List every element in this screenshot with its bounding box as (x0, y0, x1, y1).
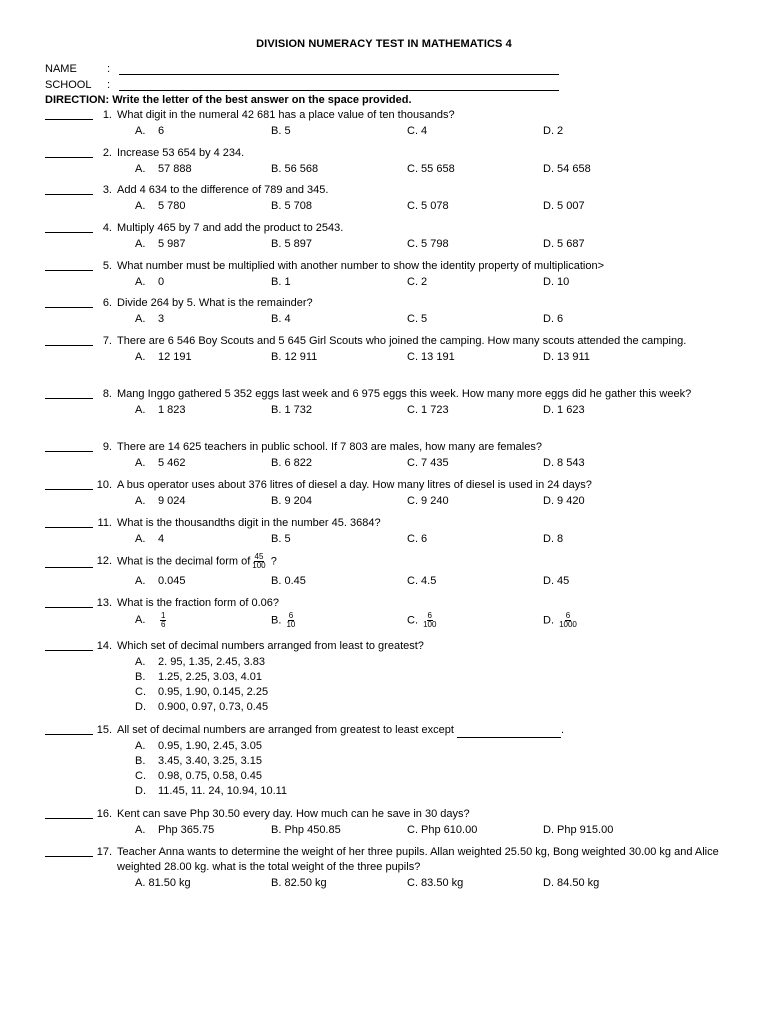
answer-blank[interactable] (45, 387, 93, 399)
question-text: There are 14 625 teachers in public school. If 7 803 are males, how many are females? (117, 441, 542, 453)
choice-b: B. 6 822 (271, 457, 312, 469)
choice-a: A. 5 987 (135, 238, 186, 250)
answer-blank[interactable] (45, 334, 93, 346)
choice-d: D. 8 543 (543, 457, 585, 469)
choice-d: D. 9 420 (543, 495, 585, 507)
question-number: 12. (96, 555, 112, 567)
question-17 (45, 845, 745, 891)
choice-a: A. 81.50 kg (135, 877, 191, 889)
choice-c: C. Php 610.00 (407, 824, 478, 836)
question-number: 10. (96, 479, 112, 491)
choice-d: D. 10 (543, 276, 570, 288)
question-text: What is the fraction form of 0.06? (117, 597, 280, 609)
choice-c: C. 6 (407, 533, 428, 545)
choice-d: D. $\frac{6}{1000}$ (543, 611, 577, 629)
choice-a: A. 5 462 (135, 457, 186, 469)
choice-d: D. 5 687 (543, 238, 585, 250)
question-number: 17. (96, 846, 112, 858)
name-label: NAME (45, 63, 77, 75)
school-label: SCHOOL (45, 79, 92, 91)
question-text: Teacher Anna wants to determine the weight of her three pupils. Allan weighted 25.50 kg, Bong weighted 30.00 kg and Alice weighted 28.00 kg. what is the total weight of the three pupils? (117, 846, 719, 873)
choice-d: D. 11.45, 11. 24, 10.94, 10.11 (135, 785, 288, 797)
choice-d: D. 2 (543, 125, 564, 137)
question-text: There are 6 546 Boy Scouts and 5 645 Girl Scouts who joined the camping. How many scouts attended the camping. (117, 335, 687, 347)
question-text: Add 4 634 to the difference of 789 and 345. (117, 184, 329, 196)
question-3 (45, 183, 745, 214)
answer-blank[interactable] (45, 221, 93, 233)
choice-c: C. 0.95, 1.90, 0.145, 2.25 (135, 686, 269, 698)
choice-d: D. 45 (543, 575, 570, 587)
question-text: Mang Inggo gathered 5 352 eggs last week and 6 975 eggs this week. How many more eggs did he gather this week? (117, 388, 692, 400)
question-number: 6. (102, 297, 112, 309)
choice-c: C. 13 191 (407, 351, 455, 363)
school-blank-line[interactable] (119, 80, 559, 91)
choice-d: D. 13 911 (543, 351, 590, 363)
fraction-45-100: $\frac{45}{100}$ (252, 552, 266, 570)
test-title: DIVISION NUMERACY TEST IN MATHEMATICS 4 (256, 38, 512, 50)
choice-c: C. 4 (407, 125, 428, 137)
question-9 (45, 440, 745, 471)
question-number: 15. (96, 724, 112, 736)
question-text: What digit in the numeral 42 681 has a place value of ten thousands? (117, 109, 455, 121)
choice-a: A. 1 823 (135, 404, 186, 416)
answer-blank[interactable] (45, 639, 93, 651)
question-14 (45, 639, 745, 715)
question-number: 1. (102, 109, 112, 121)
choice-c: C. 5 078 (407, 200, 449, 212)
question-number: 3. (102, 184, 112, 196)
question-number: 4. (102, 222, 112, 234)
choice-c: C. 5 (407, 313, 428, 325)
choice-b: B. $\frac{6}{10}$ (271, 611, 296, 629)
choice-d: D. 54 658 (543, 163, 591, 175)
question-text: A bus operator uses about 376 litres of diesel a day. How many litres of diesel is used in 24 days? (117, 479, 592, 491)
choice-a: A. 9 024 (135, 495, 186, 507)
choice-d: D. 84.50 kg (543, 877, 600, 889)
answer-blank[interactable] (45, 516, 93, 528)
answer-blank[interactable] (45, 845, 93, 857)
question-text: Divide 264 by 5. What is the remainder? (117, 297, 313, 309)
choice-a: A. 3 (135, 313, 165, 325)
choice-b: B. 5 708 (271, 200, 312, 212)
question-number: 8. (102, 388, 112, 400)
answer-blank[interactable] (45, 108, 93, 120)
name-colon: : (107, 63, 111, 75)
question-number: 9. (102, 441, 112, 453)
choice-b: B. 1.25, 2.25, 3.03, 4.01 (135, 671, 262, 683)
choice-c: C. $\frac{6}{100}$ (407, 611, 437, 629)
choice-b: B. 56 568 (271, 163, 319, 175)
question-text: Increase 53 654 by 4 234. (117, 147, 245, 159)
school-colon: : (107, 79, 111, 91)
question-6 (45, 296, 745, 327)
choice-a: A. 6 (135, 125, 165, 137)
choice-b: B. 12 911 (271, 351, 318, 363)
choice-c: C. 7 435 (407, 457, 449, 469)
question-4 (45, 221, 745, 252)
choice-d: D. 6 (543, 313, 564, 325)
question-8 (45, 387, 745, 418)
school-field (45, 79, 559, 91)
answer-blank[interactable] (45, 723, 93, 735)
question-2 (45, 146, 745, 177)
choice-c: C. 55 658 (407, 163, 455, 175)
question-number: 13. (96, 597, 112, 609)
choice-b: B. 9 204 (271, 495, 312, 507)
choice-d: D. 0.900, 0.97, 0.73, 0.45 (135, 701, 269, 713)
choice-b: B. 82.50 kg (271, 877, 327, 889)
question-number: 7. (102, 335, 112, 347)
choice-a: A. 12 191 (135, 351, 192, 363)
choice-d: D. 1 623 (543, 404, 585, 416)
choice-b: B. 1 (271, 276, 291, 288)
choice-c: C. 4.5 (407, 575, 437, 587)
choice-a: A. 5 780 (135, 200, 186, 212)
choice-a: A. 0 (135, 276, 165, 288)
choice-a: A. 57 888 (135, 163, 192, 175)
choice-a: A. 0.95, 1.90, 2.45, 3.05 (135, 740, 262, 752)
choice-d: D. 8 (543, 533, 564, 545)
name-blank-line[interactable] (119, 64, 559, 75)
answer-blank[interactable] (45, 296, 93, 308)
choice-a: A. 4 (135, 533, 165, 545)
question-10 (45, 478, 745, 509)
choice-b: B. Php 450.85 (271, 824, 341, 836)
question-text: All set of decimal numbers are arranged from greatest to least except . (117, 724, 565, 736)
answer-blank[interactable] (45, 259, 93, 271)
choice-c: C. 5 798 (407, 238, 449, 250)
question-16 (45, 807, 745, 838)
answer-blank[interactable] (45, 440, 93, 452)
question-15 (45, 723, 745, 799)
choice-c: C. 2 (407, 276, 428, 288)
answer-blank[interactable] (45, 183, 93, 195)
direction-text: DIRECTION: Write the letter of the best answer on the space provided. (45, 94, 412, 106)
question-7 (45, 334, 745, 365)
choice-b: B. 5 (271, 533, 291, 545)
question-number: 14. (96, 640, 112, 652)
choice-a: A. 2. 95, 1.35, 2.45, 3.83 (135, 656, 266, 668)
inline-fill-blank[interactable] (457, 727, 561, 738)
choice-b: B. 5 897 (271, 238, 312, 250)
question-number: 2. (102, 147, 112, 159)
answer-blank[interactable] (45, 807, 93, 819)
choice-b: B. 3.45, 3.40, 3.25, 3.15 (135, 755, 262, 767)
question-text: What is the thousandths digit in the number 45. 3684? (117, 517, 381, 529)
choice-b: B. 4 (271, 313, 291, 325)
question-number: 16. (96, 808, 112, 820)
question-12 (45, 553, 745, 589)
question-11 (45, 516, 745, 547)
choice-c: C. 9 240 (407, 495, 449, 507)
question-text: What number must be multiplied with another number to show the identity property of multiplication> (117, 260, 604, 272)
choice-b: B. 0.45 (271, 575, 306, 587)
question-1 (45, 108, 745, 139)
choice-c: C. 1 723 (407, 404, 449, 416)
question-13 (45, 596, 745, 629)
answer-blank[interactable] (45, 596, 93, 608)
choice-c: C. 83.50 kg (407, 877, 464, 889)
question-5 (45, 259, 745, 290)
name-field (45, 63, 559, 75)
answer-blank[interactable] (45, 478, 93, 490)
choice-d: D. 5 007 (543, 200, 585, 212)
answer-blank[interactable] (45, 146, 93, 158)
question-text: Which set of decimal numbers arranged from least to greatest? (117, 640, 424, 652)
choice-a: A. $\frac{1}{6}$ (135, 611, 166, 629)
choice-c: C. 0.98, 0.75, 0.58, 0.45 (135, 770, 262, 782)
choice-b: B. 5 (271, 125, 291, 137)
question-number: 11. (97, 517, 112, 529)
choice-b: B. 1 732 (271, 404, 312, 416)
choice-d: D. Php 915.00 (543, 824, 614, 836)
choice-a: A. 0.045 (135, 575, 186, 587)
question-text: Multiply 465 by 7 and add the product to 2543. (117, 222, 344, 234)
choice-a: A. Php 365.75 (135, 824, 215, 836)
answer-blank[interactable] (45, 556, 93, 568)
question-text: Kent can save Php 30.50 every day. How much can he save in 30 days? (117, 808, 470, 820)
question-number: 5. (102, 260, 112, 272)
question-text: What is the decimal form of $\frac{45}{100}$ ? (117, 552, 277, 570)
